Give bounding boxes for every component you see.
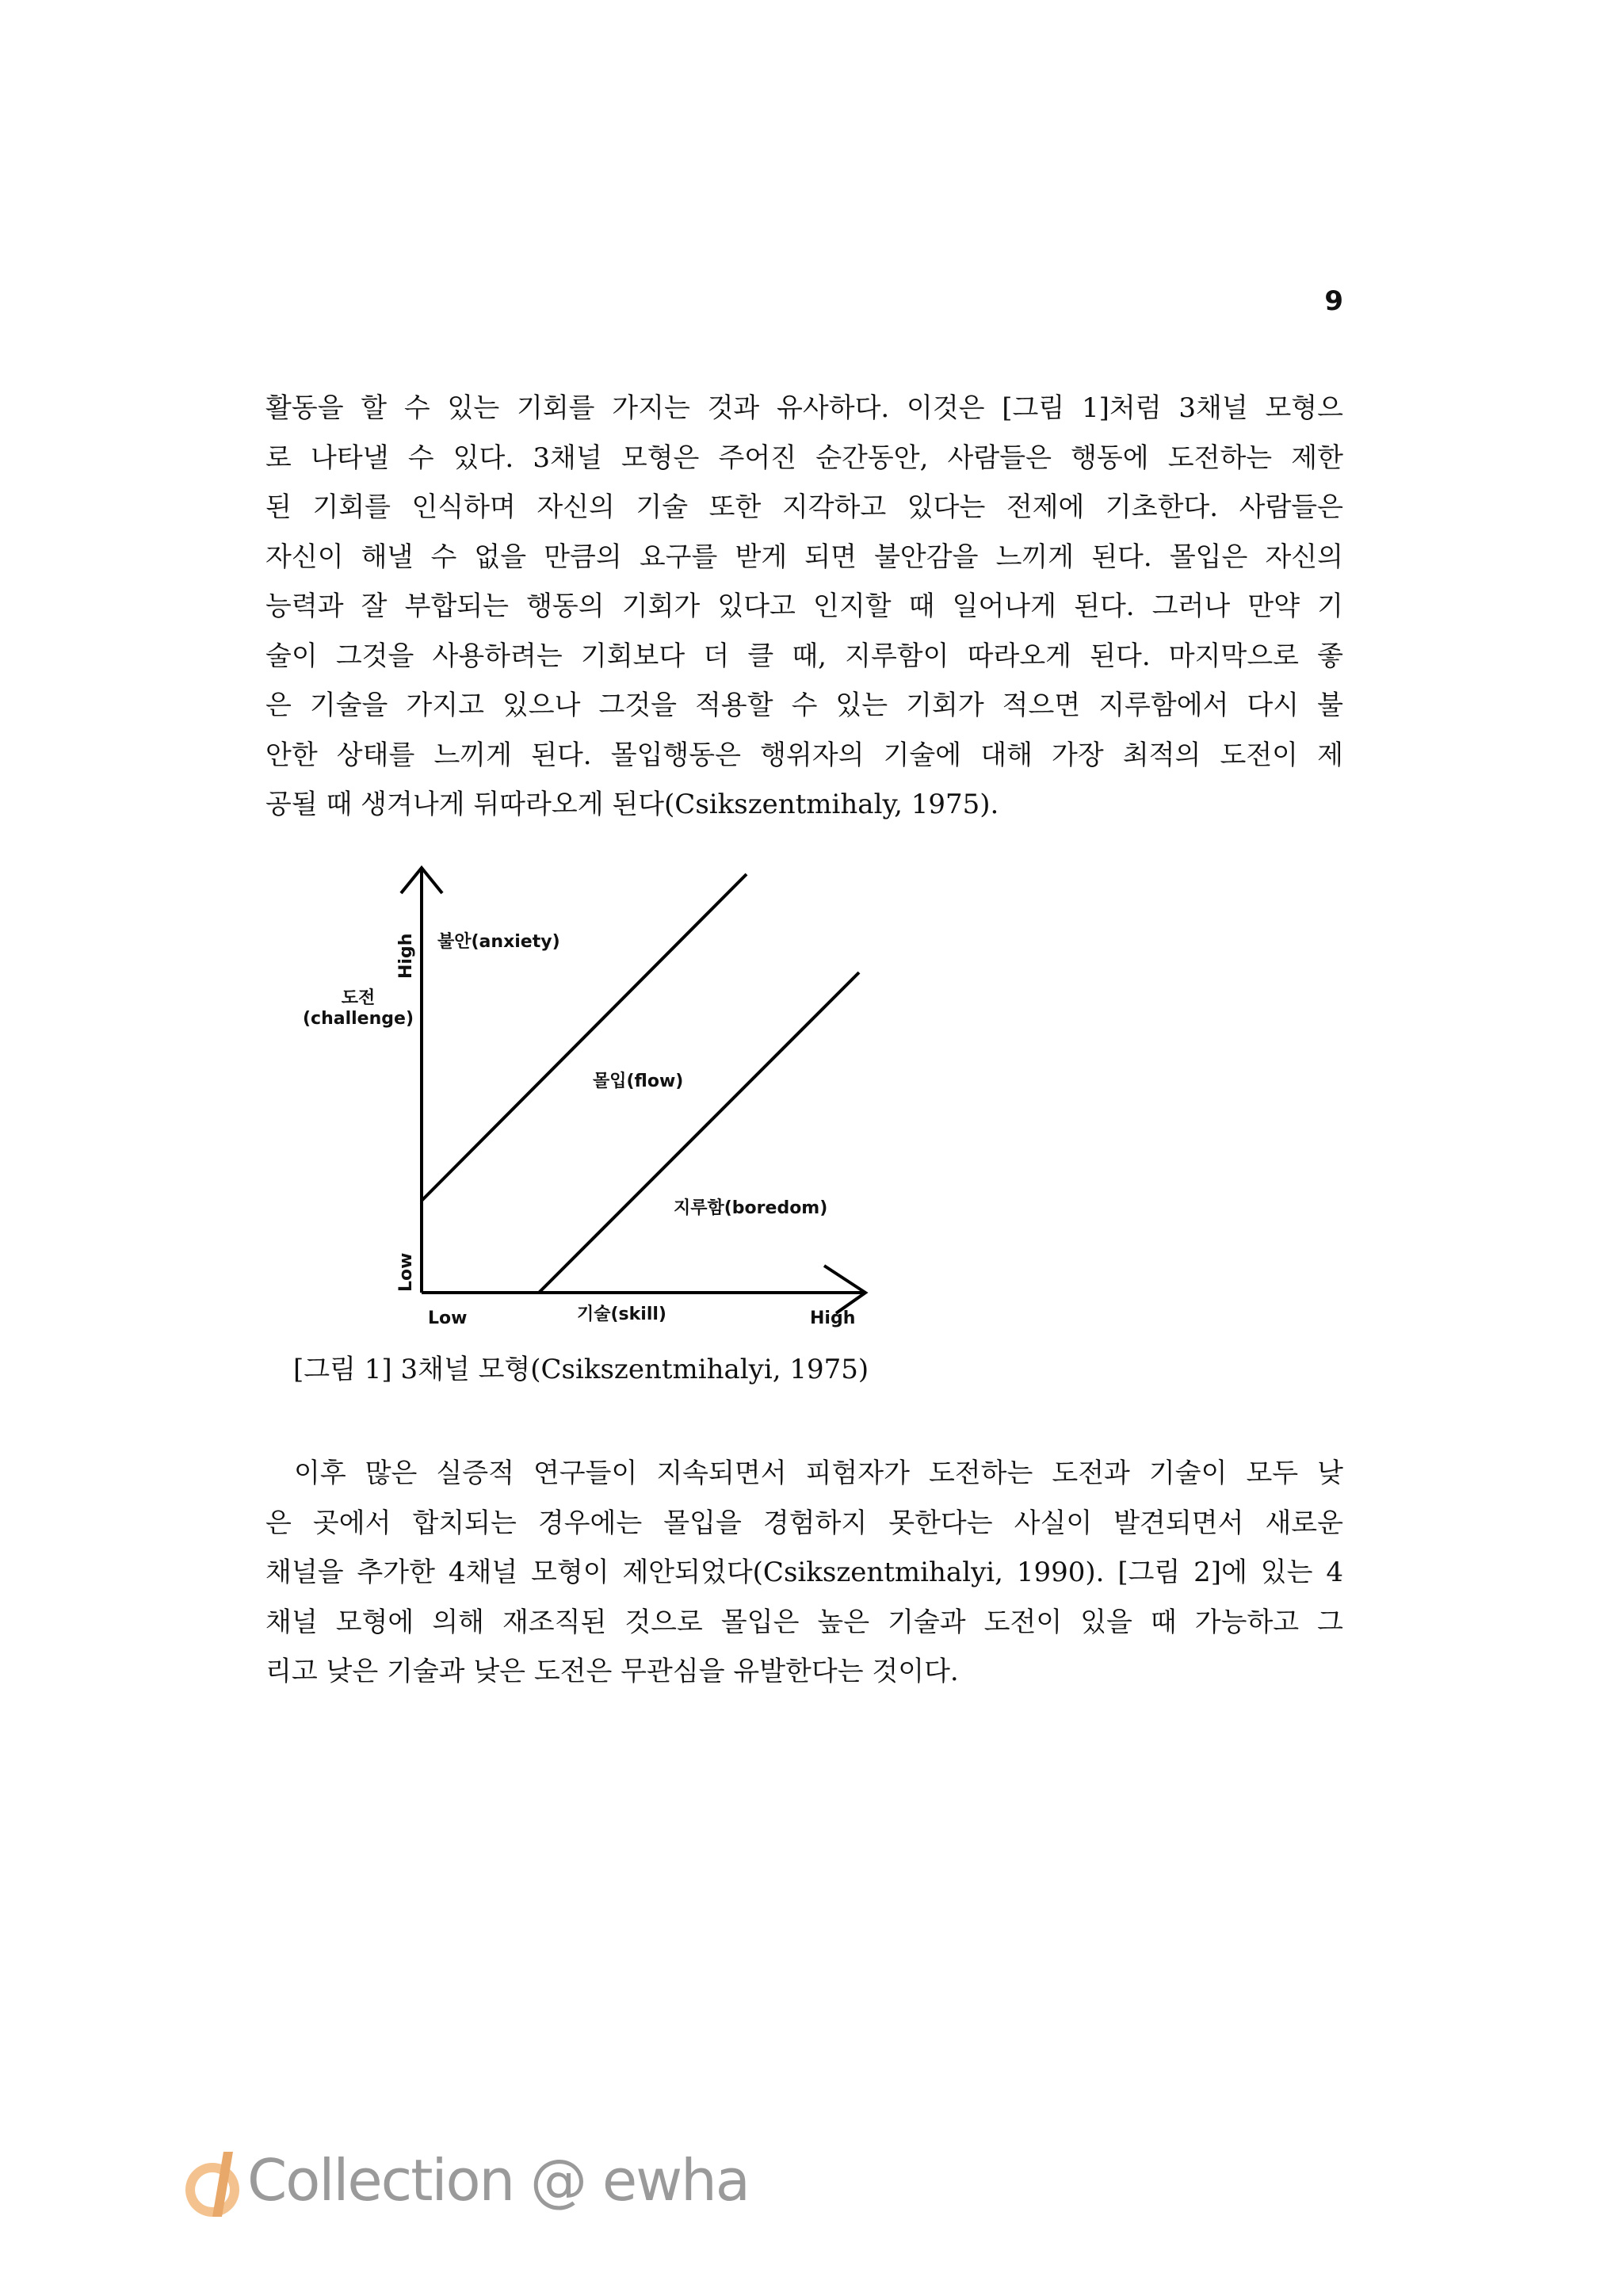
figure-caption: [그림 1] 3채널 모형(Csikszentmihalyi, 1975): [293, 1354, 869, 1385]
page-number: 9: [1324, 285, 1343, 317]
region-label-anxiety: 불안(anxiety): [437, 932, 560, 952]
figure-diagram: [285, 852, 888, 1343]
body-paragraph-2: [265, 1449, 1343, 1697]
lower-boundary-line: [539, 972, 859, 1293]
body-paragraph-1: [265, 384, 1343, 830]
three-channel-model-figure: [285, 852, 888, 1343]
text-line: 된 기회를 인식하며 자신의 기술 또한 지각하고 있다는 전제에 기초한다. 사람들은: [265, 491, 1343, 523]
region-label-boredom: 지루함(boredom): [674, 1198, 828, 1218]
text-line: 활동을 할 수 있는 기회를 가지는 것과 유사하다. 이것은 [그림 1]처럼 3채널 모형으: [265, 392, 1343, 424]
text-line: 이후 많은 실증적 연구들이 지속되면서 피험자가 도전하는 도전과 기술이 모두 낮: [294, 1457, 1343, 1489]
text-line: 안한 상태를 느끼게 된다. 몰입행동은 행위자의 기술에 대해 가장 최적의 도전이 제: [265, 739, 1343, 771]
text-line: 공될 때 생겨나게 뒤따라오게 된다(Csikszentmihaly, 1975).: [265, 789, 999, 820]
x-axis-low-label: Low: [428, 1308, 468, 1328]
upper-boundary-line: [422, 874, 747, 1201]
x-axis-arrowhead: [824, 1266, 865, 1313]
x-axis-high-label: High: [810, 1308, 856, 1328]
text-line: 채널을 추가한 4채널 모형이 제안되었다(Csikszentmihalyi, 1990). [그림 2]에 있는 4: [265, 1557, 1343, 1588]
text-line: 술이 그것을 사용하려는 기회보다 더 클 때, 지루함이 따라오게 된다. 마지막으로 좋: [265, 640, 1343, 672]
text-line: 은 곳에서 합치되는 경우에는 몰입을 경험하지 못한다는 사실이 발견되면서 새로운: [265, 1507, 1343, 1539]
text-line: 로 나타낼 수 있다. 3채널 모형은 주어진 순간동안, 사람들은 행동에 도전하는 제한: [265, 441, 1343, 474]
region-label-flow: 몰입(flow): [593, 1072, 684, 1091]
dcollection-logo-mark-icon: [181, 2144, 257, 2220]
y-axis-label: 도전 (challenge): [303, 988, 414, 1029]
text-line: 리고 낮은 기술과 낮은 도전은 무관심을 유발한다는 것이다.: [265, 1656, 959, 1687]
text-line: 채널 모형에 의해 재조직된 것으로 몰입은 높은 기술과 도전이 있을 때 가능하고 그: [265, 1606, 1343, 1638]
text-line: 자신이 해낼 수 없을 만큼의 요구를 받게 되면 불안감을 느끼게 된다. 몰입은 자신의: [265, 541, 1343, 573]
dcollection-logo-text: Collection @ ewha: [247, 2147, 749, 2214]
x-axis-label: 기술(skill): [577, 1305, 666, 1324]
dcollection-logo: [181, 2144, 749, 2223]
y-axis-high-label: High: [396, 933, 416, 979]
text-line: 능력과 잘 부합되는 행동의 기회가 있다고 인지할 때 일어나게 된다. 그러나 만약 기: [265, 590, 1343, 622]
text-line: 은 기술을 가지고 있으나 그것을 적용할 수 있는 기회가 적으면 지루함에서 다시 불: [265, 690, 1343, 721]
y-axis-low-label: Low: [396, 1252, 416, 1292]
